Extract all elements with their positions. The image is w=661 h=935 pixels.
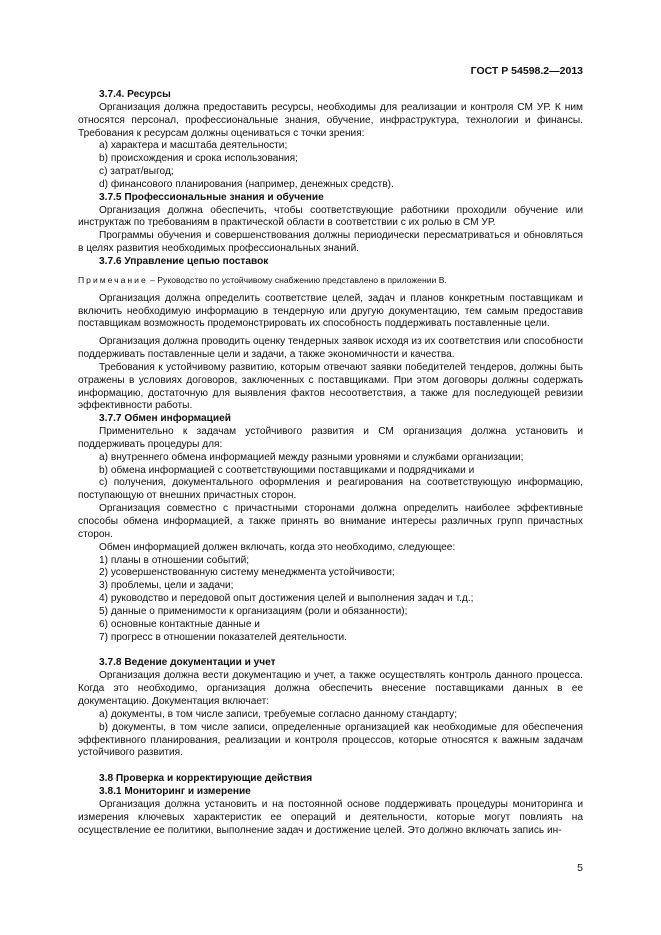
page-content: [78, 89, 583, 837]
list-item: d) финансового планирования (например, денежных средств).: [99, 178, 394, 190]
paragraph: Организация должна определить соответствие целей, задач и планов конкретным поставщикам и включить необходимую информацию в тендерную или другую документацию, тем самым предоставив поставщикам возможность продемонстрировать их способность поддерживать поставленные цели.: [78, 292, 583, 330]
list-item: 3) проблемы, цели и задачи;: [99, 580, 234, 592]
paragraph: Организация должна предоставить ресурсы, необходимы для реализации и контроля СМ УР. К ним относятся персонал, профессиональные знания, обучение, инфраструктура, технологии и финансы. Требования к ресурсам должны оцениваться с точки зрения:: [78, 101, 583, 139]
section-spacer: [78, 644, 583, 657]
paragraph: b) документы, в том числе записи, определенные организацией как необходимые для обеспечения эффективного планирования, реализации и контроля процессов, которые относятся к важным задачам устойчивого развития.: [78, 721, 583, 759]
page-number: 5: [577, 862, 583, 874]
paragraph: c) получения, документального оформления и реагирования на соответствующую информацию, поступающую от внешних причастных сторон.: [78, 477, 583, 502]
list-item: c) затрат/выгод;: [99, 166, 174, 178]
paragraph: Организация совместно с причастными сторонами должна определить наиболее эффективные способы обмена информацией, а также принять во внимание интересы различных групп причастных сторон.: [78, 503, 583, 540]
section-heading: 3.8 Проверка и корректирующие действия: [99, 773, 313, 785]
list-item: 4) руководство и передовой опыт достижения целей и выполнения задач и т.д.;: [99, 593, 474, 605]
list-item: a) документы, в том числе записи, требуемые согласно данному стандарту;: [99, 708, 458, 720]
list-item: Обмен информацией должен включать, когда это необходимо, следующее:: [99, 541, 456, 553]
note-text: – Руководство по устойчивому снабжению представлено в приложении В.: [147, 274, 447, 285]
paragraph: b) обмена информацией с соответствующими поставщиками и подрядчиками и: [99, 464, 475, 476]
list-item: 7) прогресс в отношении показателей деятельности.: [99, 631, 347, 643]
paragraph: Требования к устойчивому развитию, которым отвечают заявки победителей тендеров, должны быть отражены в условиях договоров, заключенных с поставщиками. При этом договоры должны содержать информацию, достаточную для выявления фактов несоответствия, а также для последующей ревизии эффективности работы.: [78, 361, 583, 412]
list-item: b) происхождения и срока использования;: [99, 153, 298, 165]
list-item: 5) данные о применимости к организациям (роли и обязанности);: [99, 605, 408, 617]
list-item: a) характера и масштаба деятельности;: [99, 140, 288, 152]
list-item: 2) усовершенствованную систему менеджмента устойчивости;: [99, 567, 395, 579]
section-heading: 3.7.7 Обмен информацией: [99, 413, 231, 425]
section-heading: 3.7.6 Управление цепью поставок: [99, 255, 269, 267]
note-label: Примечание: [78, 274, 148, 285]
paragraph: Организация должна обеспечить, чтобы соответствующие работники проходили обучение или инструктаж по требованиям в практической области в соответствии с их ролью в СМ УР.: [78, 204, 583, 229]
paragraph: Организация должна проводить оценку тендерных заявок исходя из их соответствия или способности поддерживать поставленные цели и задачи, а также экономичности и качества.: [78, 336, 583, 361]
document-id: ГОСТ Р 54598.2—2013: [470, 65, 583, 77]
section-spacer: [78, 760, 583, 773]
paragraph: a) внутреннего обмена информацией между разными уровнями и службами организации;: [99, 451, 524, 463]
note: [78, 274, 583, 287]
section-heading: 3.7.8 Ведение документации и учет: [99, 657, 276, 669]
paragraph: Применительно к задачам устойчивого развития и СМ организация должна установить и поддерживать процедуры для:: [78, 426, 583, 450]
list-item: 6) основные контактные данные и: [99, 618, 260, 630]
list-item: 1) планы в отношении событий;: [99, 554, 250, 566]
paragraph: Организация должна установить и на постоянной основе поддерживать процедуры мониторинга и измерения ключевых характеристик ее операций и деятельности, которые могут повлиять на осуществление ее политики, выполнение задач и достижение целей. Это должно включать запись ин-: [78, 798, 583, 836]
section-heading: 3.8.1 Мониторинг и измерение: [99, 786, 251, 798]
paragraph: Организация должна вести документацию и учет, а также осуществлять контроль данного процесса. Когда это необходимо, организация должна обеспечить внесение поставщиками данных в ее документацию. Документация включает:: [78, 670, 583, 707]
section-heading: 3.7.4. Ресурсы: [99, 89, 171, 100]
paragraph: Программы обучения и совершенствования должны периодически пересматриваться и обновляться в целях развития необходимых профессиональных знаний.: [78, 230, 583, 255]
section-heading: 3.7.5 Профессиональные знания и обучение: [99, 191, 324, 203]
